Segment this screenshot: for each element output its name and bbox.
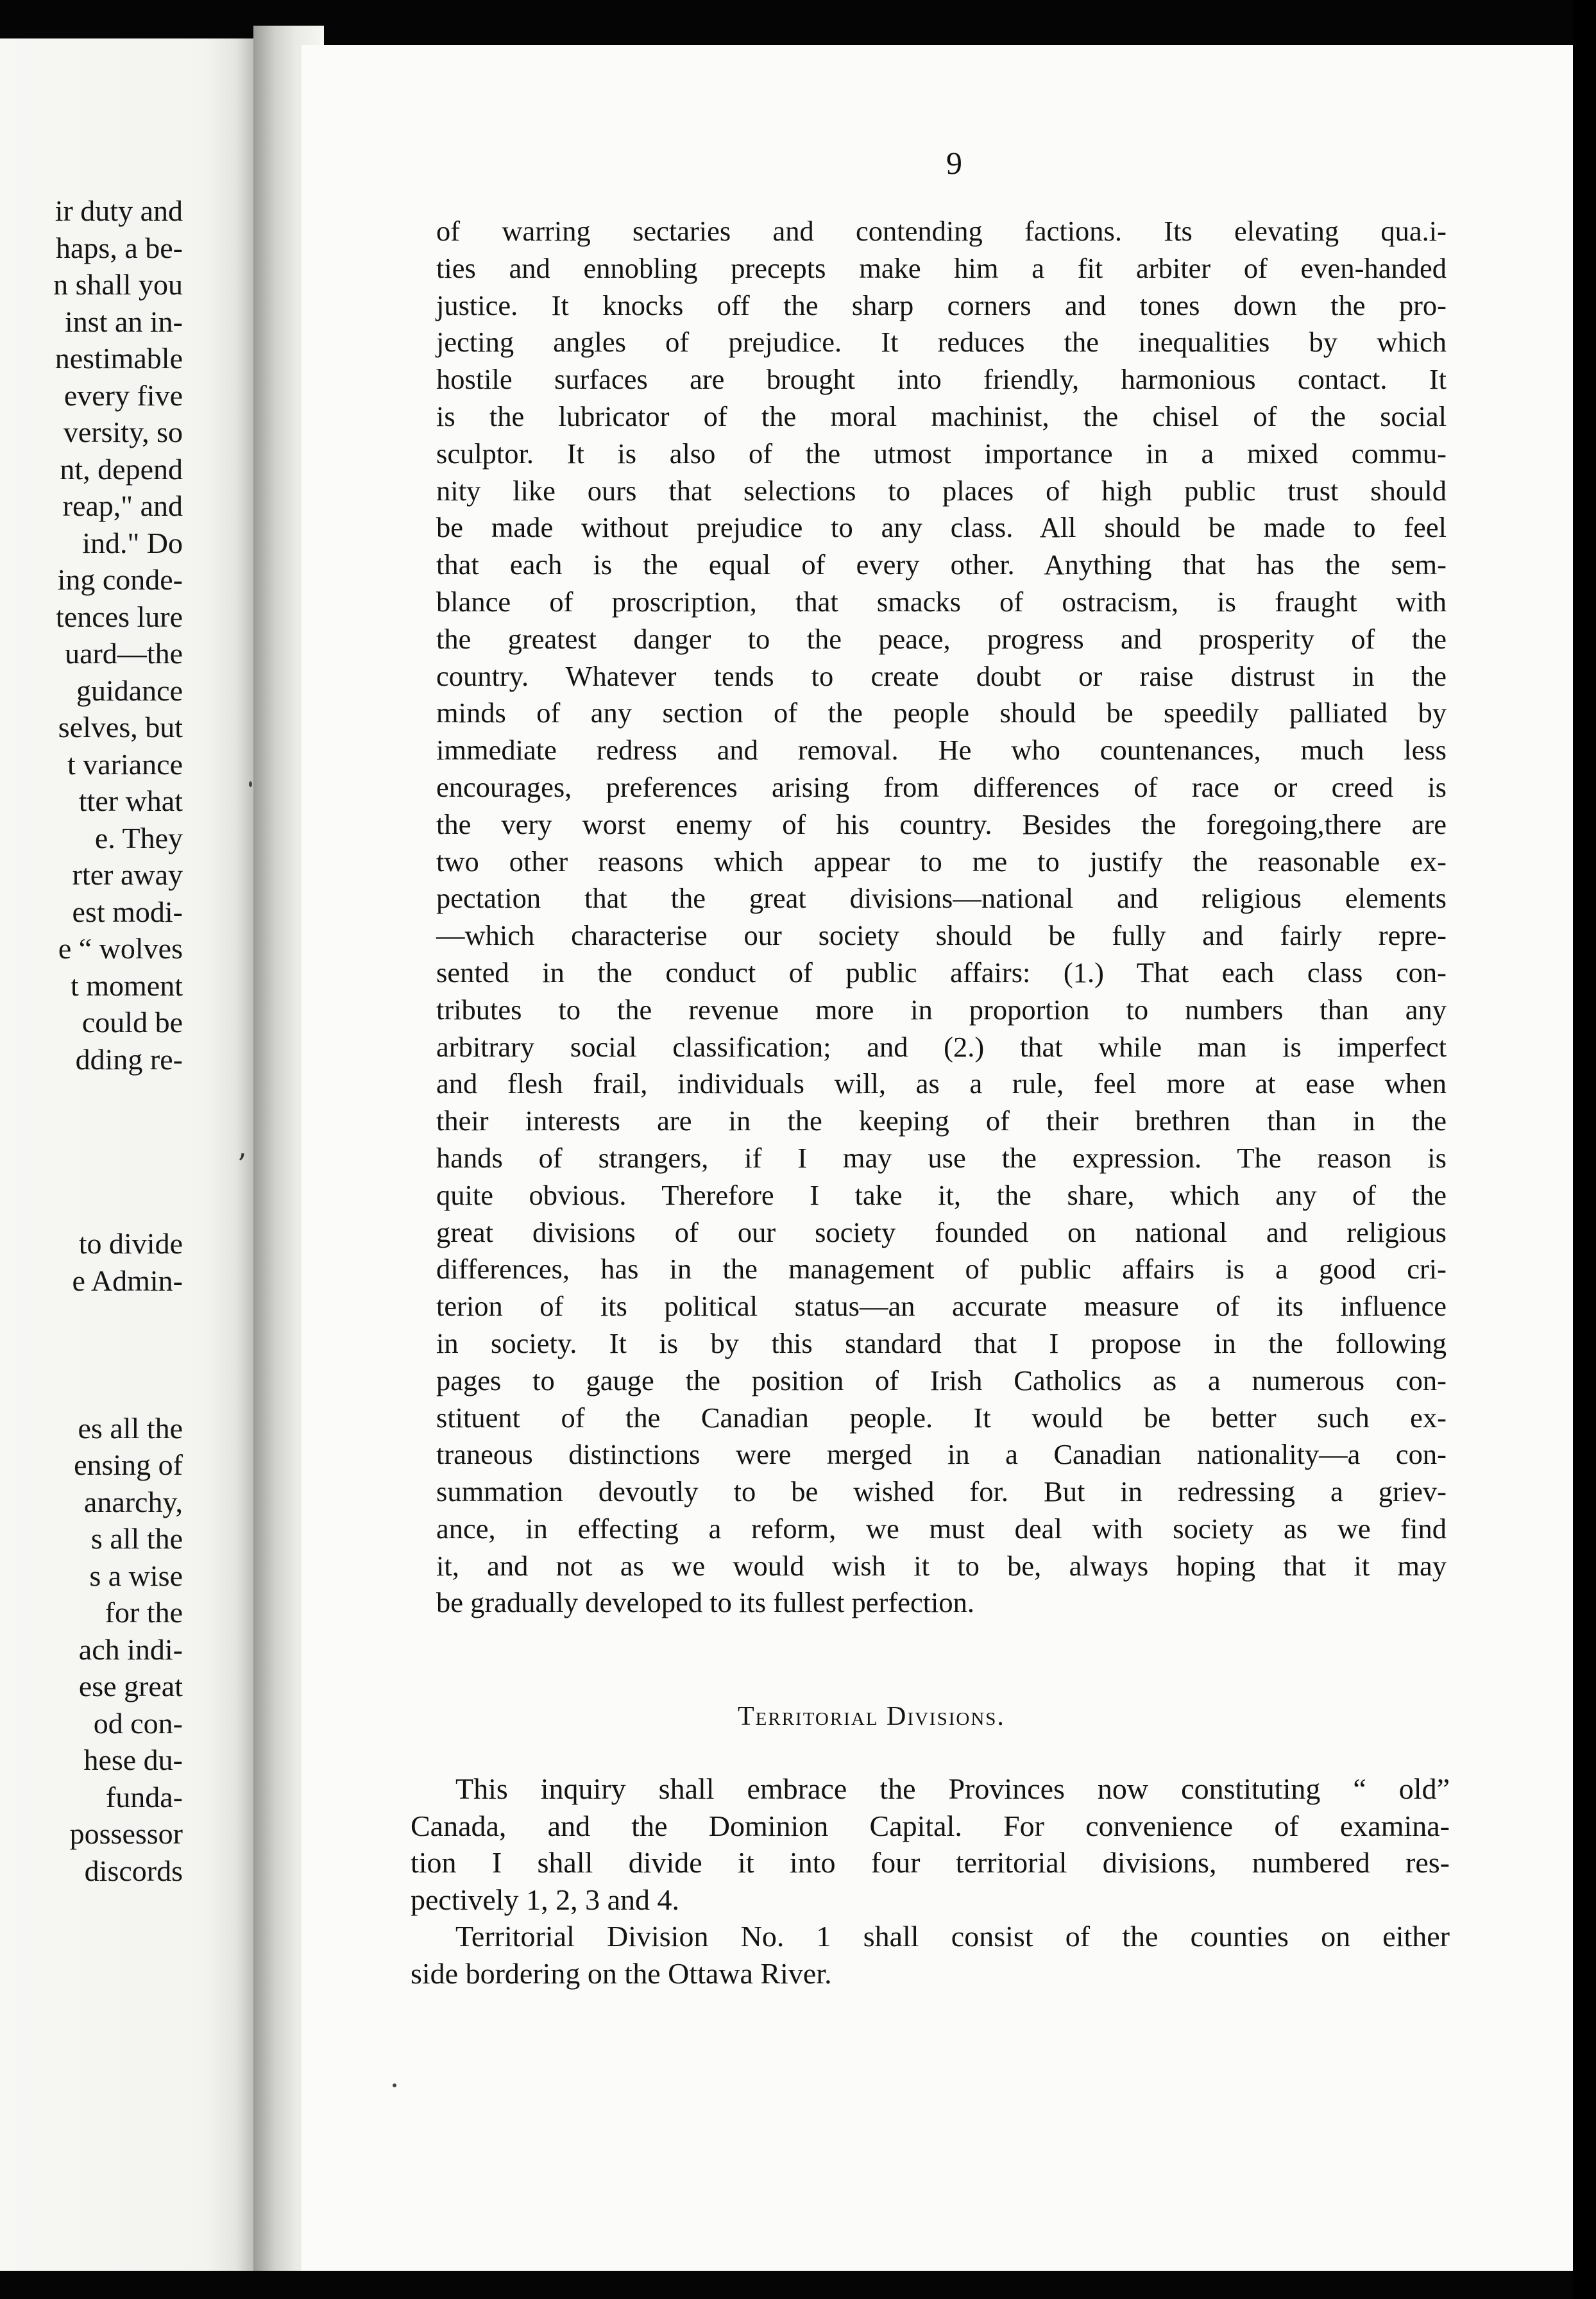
body-line: summation devoutly to be wished for. But in redressing a griev- [436, 1475, 1447, 1508]
left-page-line: every five [64, 378, 183, 412]
left-facing-page [0, 38, 257, 2271]
left-page-line: ese great [78, 1670, 183, 1702]
left-page-line: nt, depend [60, 452, 183, 486]
left-page-line: reap," and [62, 489, 183, 522]
body-line: ance, in effecting a reform, we must deal with society as we find [436, 1512, 1447, 1545]
left-page-line: s all the [90, 1522, 183, 1555]
body-line: two other reasons which appear to me to justify the reasonable ex- [436, 845, 1447, 878]
body-line: great divisions of our society founded on national and religious [436, 1216, 1447, 1248]
left-page-line: guidance [76, 674, 183, 707]
body-line: sented in the conduct of public affairs: (1.) That each class con- [436, 956, 1447, 988]
left-page-line: ing conde- [57, 563, 183, 596]
body-line: blance of proscription, that smacks of ostracism, is fraught with [436, 585, 1447, 618]
body-line: pages to gauge the position of Irish Catholics as a numerous con- [436, 1364, 1447, 1396]
body-line: justice. It knocks off the sharp corners and tones down the pro- [436, 289, 1447, 321]
body-line: the very worst enemy of his country. Besides the foregoing,there are [436, 808, 1447, 840]
section-paragraphs [411, 1770, 1450, 1992]
left-page-line: haps, a be- [56, 231, 183, 264]
left-page-line: s a wise [89, 1559, 183, 1592]
left-page-line: tences lure [56, 600, 183, 633]
body-line: country. Whatever tends to create doubt or raise distrust in the [436, 659, 1447, 692]
left-page-line: e. They [94, 821, 183, 854]
left-page-line: uard—the [65, 637, 183, 670]
body-line: tributes to the revenue more in proportion to numbers than any [436, 993, 1447, 1026]
left-page-line: could be [81, 1006, 183, 1039]
dust-speck [249, 781, 252, 787]
body-line: traneous distinctions were merged in a Canadian nationality—a con- [436, 1438, 1447, 1471]
gutter-mark: ’ [237, 1148, 246, 1181]
left-page-line: e “ wolves [58, 932, 183, 965]
body-line: is the lubricator of the moral machinist, the chisel of the social [436, 400, 1447, 432]
section-line: side bordering on the Ottawa River. [411, 1956, 832, 1990]
body-line: —which characterise our society should be fully and fairly repre- [436, 919, 1447, 952]
left-page-line: ach indi- [78, 1633, 183, 1666]
body-line: minds of any section of the people should be speedily palliated by [436, 697, 1447, 729]
section-heading: Territorial Divisions. [738, 1702, 1005, 1731]
body-line: be gradually developed to its fullest perfection. [436, 1586, 975, 1619]
left-page-blank-line [0, 1336, 183, 1373]
section-line: Territorial Division No. 1 shall consist of the counties on either [455, 1920, 1450, 1953]
left-page-line: ind." Do [82, 526, 183, 559]
left-page-line: n shall you [53, 268, 183, 301]
body-line: ties and ennobling precepts make him a fit arbiter of even-handed [436, 251, 1447, 284]
body-line: that each is the equal of every other. Anything that has the sem- [436, 548, 1447, 581]
body-line: and flesh frail, individuals will, as a rule, feel more at ease when [436, 1067, 1447, 1100]
left-page-line: selves, but [58, 711, 183, 743]
body-line: jecting angles of prejudice. It reduces the inequalities by which [436, 326, 1447, 359]
left-page-blank-line [0, 1151, 183, 1189]
left-page-line: versity, so [63, 416, 183, 448]
body-line: be made without prejudice to any class. All should be made to feel [436, 511, 1447, 544]
body-line: their interests are in the keeping of their brethren than in the [436, 1105, 1447, 1137]
section-line: This inquiry shall embrace the Provinces now constituting “ old” [455, 1772, 1450, 1805]
left-page-line: rter away [72, 858, 183, 891]
left-page-blank-line [0, 1115, 183, 1152]
dust-speck [393, 2083, 396, 2087]
scan-right-edge [1573, 0, 1596, 2299]
left-page-line: es all the [78, 1411, 183, 1445]
left-page-line: e Admin- [72, 1264, 183, 1297]
left-page-line: t moment [70, 969, 183, 1002]
left-page-text [0, 192, 183, 1889]
left-page-line: anarchy, [83, 1485, 183, 1518]
left-page-line: to divide [78, 1227, 183, 1260]
section-line: pectively 1, 2, 3 and 4. [411, 1883, 680, 1916]
left-page-blank-line [0, 1373, 183, 1410]
body-line: in society. It is by this standard that I propose in the following [436, 1327, 1447, 1359]
page-number: 9 [946, 145, 962, 181]
body-line: sculptor. It is also of the utmost importance in a mixed commu- [436, 437, 1447, 470]
right-page [301, 45, 1575, 2271]
left-page-blank-line [0, 1299, 183, 1336]
body-line: the greatest danger to the peace, progress and prosperity of the [436, 622, 1447, 655]
body-line: of warring sectaries and contending factions. Its elevating qua.i- [436, 215, 1447, 247]
left-page-line: nestimable [55, 342, 183, 375]
left-page-line: for the [105, 1596, 183, 1629]
left-page-line: ensing of [74, 1448, 183, 1481]
section-line: Canada, and the Dominion Capital. For convenience of examina- [411, 1809, 1450, 1842]
left-page-line: t variance [67, 747, 183, 781]
left-page-line: hese du- [83, 1743, 183, 1776]
body-line: it, and not as we would wish it to be, always hoping that it may [436, 1549, 1447, 1582]
left-page-line: inst an in- [65, 305, 183, 338]
body-line: terion of its political status—an accurate measure of its influence [436, 1290, 1447, 1323]
body-line: hands of strangers, if I may use the expression. The reason is [436, 1141, 1447, 1174]
body-line: hostile surfaces are brought into friendly, harmonious contact. It [436, 363, 1447, 396]
body-line: encourages, preferences arising from differences of race or creed is [436, 770, 1447, 803]
body-line: stituent of the Canadian people. It would be better such ex- [436, 1401, 1447, 1434]
body-line: pectation that the great divisions—national and religious elements [436, 882, 1447, 915]
left-page-blank-line [0, 1078, 183, 1115]
left-page-line: od con- [93, 1706, 183, 1740]
body-line: differences, has in the management of public affairs is a good cri- [436, 1253, 1447, 1285]
left-page-line: possessor [69, 1817, 183, 1850]
left-page-line: dding re- [75, 1042, 183, 1076]
body-line: arbitrary social classification; and (2.) that while man is imperfect [436, 1030, 1447, 1063]
left-page-blank-line [0, 1189, 183, 1226]
body-line: nity like ours that selections to places of high public trust should [436, 474, 1447, 507]
section-line: tion I shall divide it into four territorial divisions, numbered res- [411, 1846, 1450, 1879]
left-page-line: discords [84, 1854, 183, 1887]
body-line: immediate redress and removal. He who countenances, much less [436, 734, 1447, 767]
left-page-line: ir duty and [55, 194, 183, 227]
left-page-line: tter what [78, 785, 183, 817]
body-paragraph [436, 213, 1447, 1622]
left-page-line: est modi- [72, 895, 183, 928]
body-line: quite obvious. Therefore I take it, the share, which any of the [436, 1178, 1447, 1211]
left-page-line: funda- [105, 1780, 183, 1813]
